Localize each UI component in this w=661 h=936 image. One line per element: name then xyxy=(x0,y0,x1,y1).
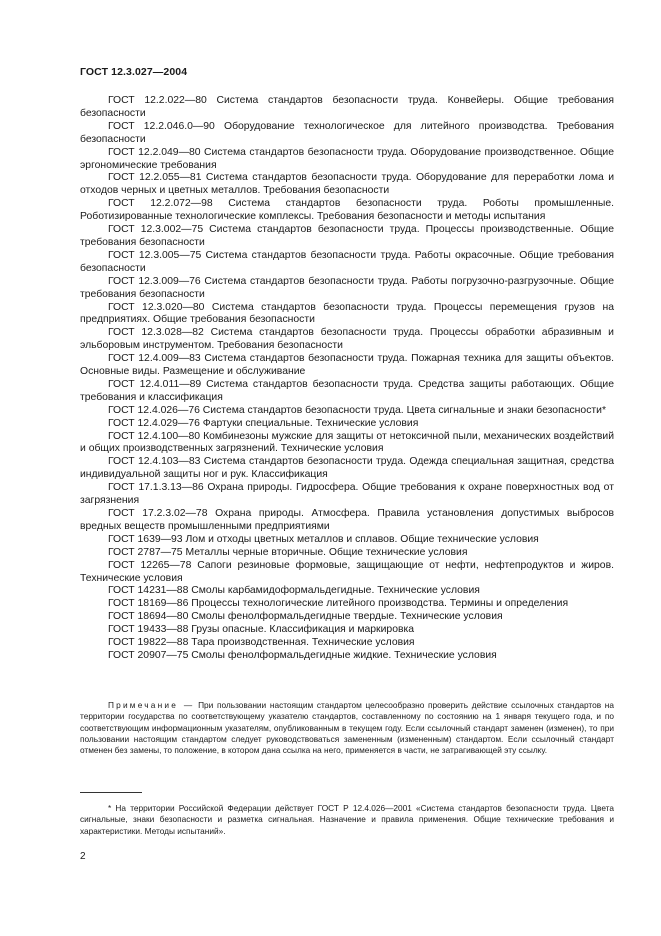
reference-item: ГОСТ 12.4.103—83 Система стандартов безопасности труда. Одежда специальная защитная, средства индивидуальной защиты ног и рук. Классификация xyxy=(80,456,614,481)
reference-item: ГОСТ 12.2.072—98 Система стандартов безопасности труда. Роботы промышленные. Роботизированные технологические комплексы. Требования безопасности и методы испытания xyxy=(80,198,614,223)
document-header: ГОСТ 12.3.027—2004 xyxy=(80,66,188,78)
note-label: Примечание — xyxy=(108,700,195,710)
reference-item: ГОСТ 18694—80 Смолы фенолформальдегидные твердые. Технические условия xyxy=(108,611,503,623)
reference-item: ГОСТ 12.2.046.0—90 Оборудование технологическое для литейного производства. Требования безопасности xyxy=(80,120,614,145)
reference-item: ГОСТ 19822—88 Тара производственная. Технические условия xyxy=(108,637,415,649)
normative-references-list xyxy=(80,95,614,663)
reference-item: ГОСТ 12.2.022—80 Система стандартов безопасности труда. Конвейеры. Общие требования безопасности xyxy=(80,95,614,119)
reference-item: ГОСТ 1639—93 Лом и отходы цветных металлов и сплавов. Общие технические условия xyxy=(108,533,539,545)
footnote-divider xyxy=(80,792,142,793)
reference-item: ГОСТ 12.4.029—76 Фартуки специальные. Технические условия xyxy=(108,417,419,429)
reference-item: ГОСТ 19433—88 Грузы опасные. Классификация и маркировка xyxy=(108,624,415,636)
page-number: 2 xyxy=(80,851,86,862)
reference-item: ГОСТ 20907—75 Смолы фенолформальдегидные жидкие. Технические условия xyxy=(108,649,497,661)
note-paragraph xyxy=(80,700,614,756)
reference-item: ГОСТ 12.3.005—75 Система стандартов безопасности труда. Работы окрасочные. Общие требования безопасности xyxy=(80,249,614,274)
reference-item: ГОСТ 12.3.002—75 Система стандартов безопасности труда. Процессы производственные. Общие требования безопасности xyxy=(80,224,614,248)
reference-item: ГОСТ 2787—75 Металлы черные вторичные. Общие технические условия xyxy=(108,546,468,558)
reference-item: ГОСТ 12.4.026—76 Система стандартов безопасности труда. Цвета сигнальные и знаки безопасности* xyxy=(108,404,606,416)
note-text: При пользовании настоящим стандартом целесообразно проверить действие ссылочных стандартов на территории государства по соответствующему указателю стандартов, составленному по состоянию на 1 января текущего года, и по соответствующим информационным указателям, опубликованным в текущем году. Если ссылочный стандарт заменен (изменен), то при пользовании настоящим стандартом следует руководствоваться замененным (измененным) стандартом. Если ссылочный стандарт отменен без замены, то положение, в котором дана ссылка на него, применяется в части, не затрагивающей эту ссылку. xyxy=(80,700,614,756)
reference-item: ГОСТ 14231—88 Смолы карбамидоформальдегидные. Технические условия xyxy=(108,585,480,597)
footnote: * На территории Российской Федерации действует ГОСТ Р 12.4.026—2001 «Система стандартов безопасности труда. Цвета сигнальные, знаки безопасности и разметка сигнальная. Назначение и правила применения. Общие технические требования и характеристики. Методы испытаний». xyxy=(80,803,614,836)
reference-item: ГОСТ 12.4.011—89 Система стандартов безопасности труда. Средства защиты работающих. Общие требования и классификация xyxy=(80,378,614,403)
reference-item: ГОСТ 18169—86 Процессы технологические литейного производства. Термины и определения xyxy=(108,598,569,610)
reference-item: ГОСТ 12.4.009—83 Система стандартов безопасности труда. Пожарная техника для защиты объектов. Основные виды. Размещение и обслуживание xyxy=(80,353,614,378)
reference-item: ГОСТ 12265—78 Сапоги резиновые формовые, защищающие от нефти, нефтепродуктов и жиров. Технические условия xyxy=(80,559,614,584)
reference-item: ГОСТ 17.2.3.02—78 Охрана природы. Атмосфера. Правила установления допустимых выбросов вредных веществ промышленными предприятиями xyxy=(80,508,614,532)
reference-item: ГОСТ 12.2.055—81 Система стандартов безопасности труда. Оборудование для переработки лома и отходов черных и цветных металлов. Требования безопасности xyxy=(80,172,614,197)
reference-item: ГОСТ 12.3.009—76 Система стандартов безопасности труда. Работы погрузочно-разгрузочные. Общие требования безопасности xyxy=(80,275,614,300)
reference-item: ГОСТ 12.3.028—82 Система стандартов безопасности труда. Процессы обработки абразивным и эльборовым инструментом. Требования безопасности xyxy=(80,327,614,352)
reference-item: ГОСТ 17.1.3.13—86 Охрана природы. Гидросфера. Общие требования к охране поверхностных вод от загрязнения xyxy=(80,482,614,507)
reference-item: ГОСТ 12.3.020—80 Система стандартов безопасности труда. Процессы перемещения грузов на предприятиях. Общие требования безопасности xyxy=(80,301,614,326)
reference-item: ГОСТ 12.4.100—80 Комбинезоны мужские для защиты от нетоксичной пыли, механических воздействий и общих производственных загрязнений. Технические условия xyxy=(80,430,614,455)
reference-item: ГОСТ 12.2.049—80 Система стандартов безопасности труда. Оборудование производственное. Общие эргономические требования xyxy=(80,146,614,171)
